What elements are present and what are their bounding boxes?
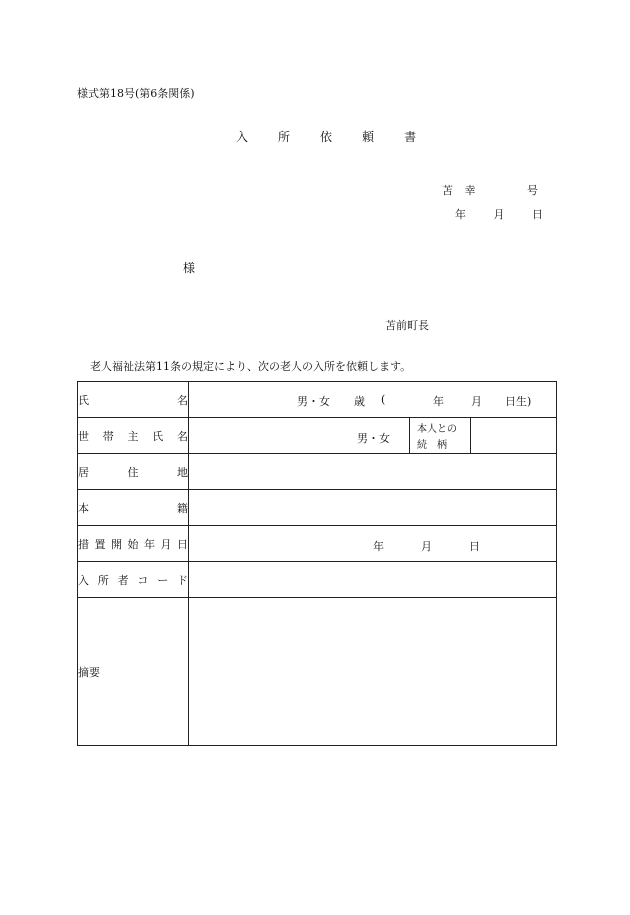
label-char: 入 xyxy=(78,573,89,587)
label-char: 年 xyxy=(144,537,155,551)
date-year: 年 xyxy=(455,208,466,221)
label-char: 住 xyxy=(127,465,139,479)
intro-text: 老人福祉法第11条の規定により、次の老人の入所を依頼します。 xyxy=(90,360,412,373)
label-char: 措 xyxy=(78,537,89,551)
row-name xyxy=(78,382,557,418)
address-field[interactable] xyxy=(189,454,557,490)
household-head-field[interactable] xyxy=(189,418,557,454)
paren-open: ( xyxy=(381,393,386,406)
title-char: 依 xyxy=(320,130,334,144)
row-memo xyxy=(78,598,557,746)
relationship-label-line1: 本人との xyxy=(417,424,457,435)
label-char: ー xyxy=(157,573,169,587)
reference-number xyxy=(442,182,538,198)
date-month: 月 xyxy=(493,208,505,221)
age-label: 歳 xyxy=(354,395,365,408)
label-char: 月 xyxy=(160,537,172,551)
label-char: 置 xyxy=(94,537,106,551)
label-household-head xyxy=(78,418,189,454)
title-char: 入 xyxy=(236,130,250,144)
ref-suffix: 号 xyxy=(527,184,538,197)
form-number: 様式第18号(第6条関係) xyxy=(77,87,195,100)
label-admission-code xyxy=(78,562,189,598)
name-field[interactable] xyxy=(189,382,557,418)
start-day-label: 日 xyxy=(469,540,480,553)
label-char: 開 xyxy=(111,537,122,551)
label-char: 籍 xyxy=(177,501,188,515)
label-char: 主 xyxy=(127,429,139,443)
label-start-date xyxy=(78,526,189,562)
label-char: 名 xyxy=(177,429,188,443)
label-char: コ xyxy=(137,573,149,587)
ref-mid: 幸 xyxy=(464,184,476,197)
document-title xyxy=(236,128,446,145)
label-char: ド xyxy=(176,573,188,587)
birth-day-label: 日生) xyxy=(505,395,532,408)
label-memo: 摘要 xyxy=(78,598,189,746)
request-form-table xyxy=(77,381,557,746)
title-char: 書 xyxy=(404,130,418,144)
start-month-label: 月 xyxy=(421,540,432,553)
row-household xyxy=(78,418,557,454)
recipient-suffix: 様 xyxy=(183,261,196,275)
label-char: 所 xyxy=(97,573,109,587)
label-char: 始 xyxy=(127,537,139,551)
issue-date xyxy=(455,206,543,222)
memo-field[interactable] xyxy=(189,598,557,746)
ref-prefix: 苫 xyxy=(442,184,453,197)
relationship-label-box xyxy=(409,418,471,454)
relationship-label-line2: 続 柄 xyxy=(417,440,447,451)
date-day: 日 xyxy=(532,208,543,221)
domicile-field[interactable] xyxy=(189,490,557,526)
row-domicile xyxy=(78,490,557,526)
label-char: 地 xyxy=(177,465,188,479)
label-char: 氏 xyxy=(152,429,164,443)
label-address xyxy=(78,454,189,490)
row-admission-code xyxy=(78,562,557,598)
title-char: 頼 xyxy=(362,130,376,144)
label-char: 者 xyxy=(117,573,129,587)
label-char: 名 xyxy=(177,393,188,407)
row-start-date xyxy=(78,526,557,562)
label-char: 日 xyxy=(177,537,188,551)
start-date-field[interactable] xyxy=(189,526,557,562)
label-char: 氏 xyxy=(78,393,89,407)
title-char: 所 xyxy=(278,130,292,144)
label-name xyxy=(78,382,189,418)
label-char: 居 xyxy=(78,465,89,479)
label-char: 本 xyxy=(78,501,89,515)
start-year-label: 年 xyxy=(373,540,384,553)
admission-code-field[interactable] xyxy=(189,562,557,598)
birth-month-label: 月 xyxy=(471,395,482,408)
label-char: 帯 xyxy=(102,429,114,443)
gender-choice[interactable]: 男・女 xyxy=(357,432,390,445)
birth-year-label: 年 xyxy=(433,395,444,408)
gender-choice[interactable]: 男・女 xyxy=(297,395,330,408)
issuer-name: 苫前町長 xyxy=(385,319,429,332)
label-domicile xyxy=(78,490,189,526)
label-char: 世 xyxy=(78,429,89,443)
row-address xyxy=(78,454,557,490)
